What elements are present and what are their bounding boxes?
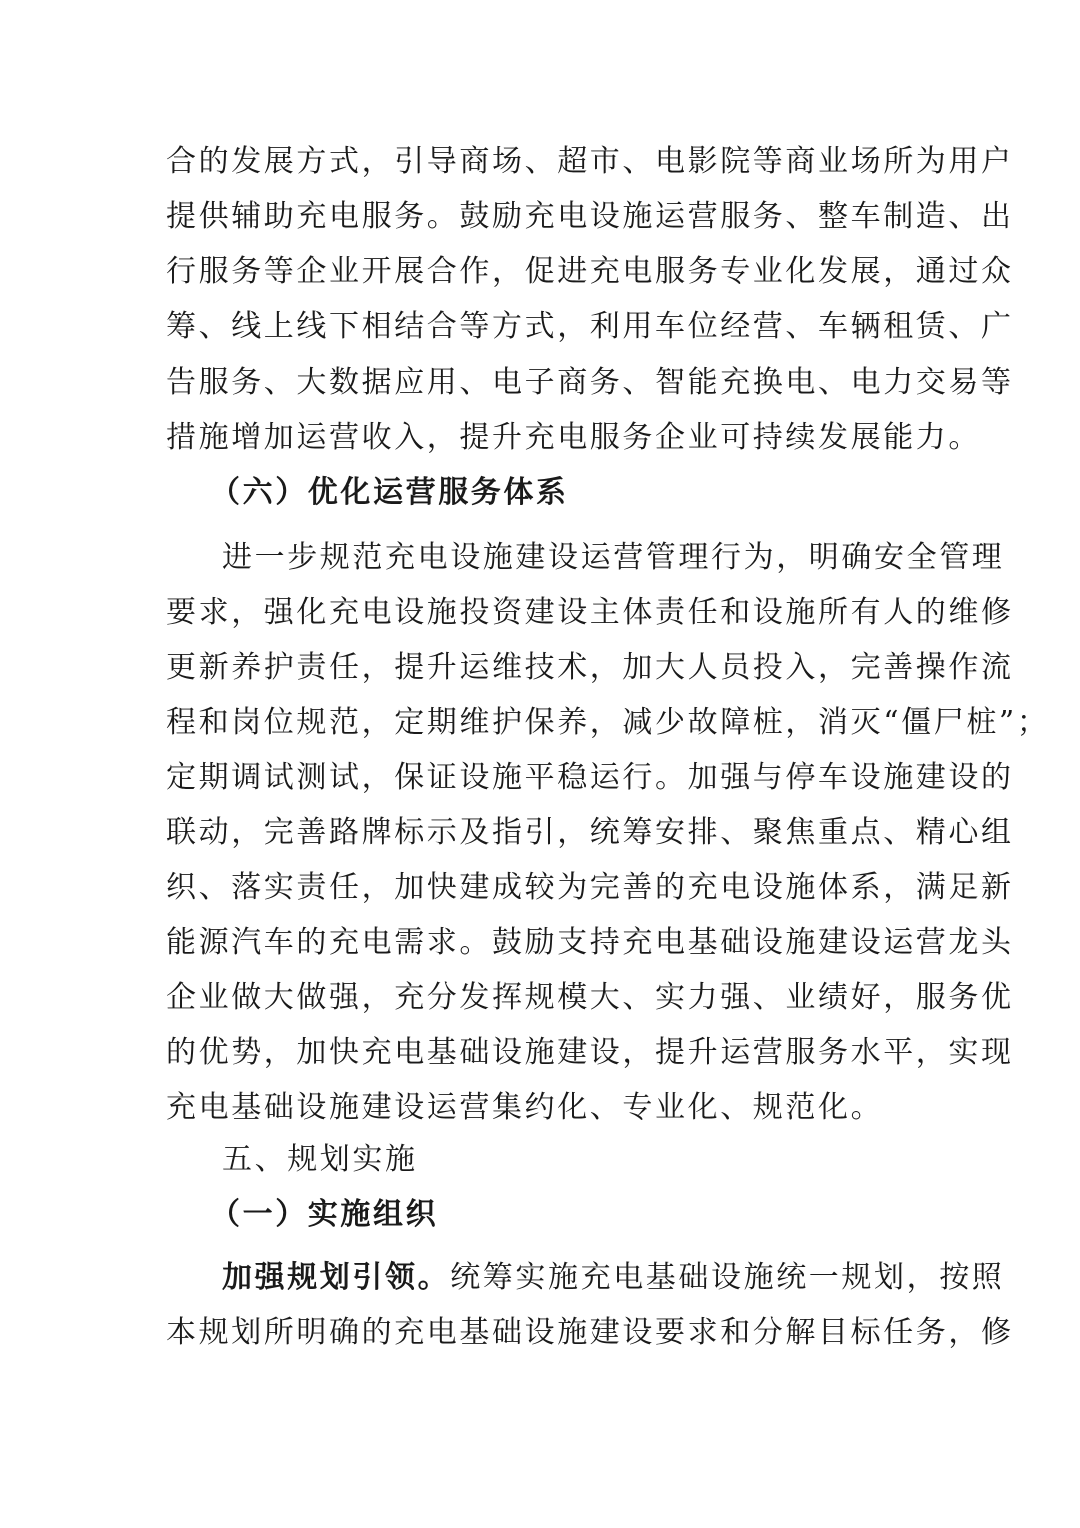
paragraph-line: 联动，完善路牌标示及指引，统筹安排、聚焦重点、精心组 bbox=[166, 815, 1014, 850]
paragraph-line: 本规划所明确的充电基础设施建设要求和分解目标任务，修 bbox=[166, 1315, 1014, 1350]
paragraph-line: 能源汽车的充电需求。鼓励支持充电基础设施建设运营龙头 bbox=[166, 925, 1014, 960]
chapter-heading: 五、规划实施 bbox=[222, 1142, 418, 1177]
paragraph-line: 程和岗位规范，定期维护保养，减少故障桩，消灭“僵尸桩”； bbox=[166, 705, 1050, 740]
paragraph-line: 筹、线上线下相结合等方式，利用车位经营、车辆租赁、广 bbox=[166, 309, 1014, 344]
paragraph-line: 织、落实责任，加快建成较为完善的充电设施体系，满足新 bbox=[166, 870, 1014, 905]
paragraph-line: 要求，强化充电设施投资建设主体责任和设施所有人的维修 bbox=[166, 595, 1014, 630]
paragraph-line: 措施增加运营收入，提升充电服务企业可持续发展能力。 bbox=[166, 420, 981, 455]
paragraph-line: 提供辅助充电服务。鼓励充电设施运营服务、整车制造、出 bbox=[166, 199, 1014, 234]
paragraph-line: 合的发展方式，引导商场、超市、电影院等商业场所为用户 bbox=[166, 144, 1014, 179]
paragraph-line: 充电基础设施建设运营集约化、专业化、规范化。 bbox=[166, 1090, 884, 1125]
paragraph-line: 的优势，加快充电基础设施建设，提升运营服务水平，实现 bbox=[166, 1035, 1014, 1070]
paragraph-line: 企业做大做强，充分发挥规模大、实力强、业绩好，服务优 bbox=[166, 980, 1014, 1015]
paragraph-line: 告服务、大数据应用、电子商务、智能充换电、电力交易等 bbox=[166, 365, 1014, 400]
paragraph-line: 进一步规范充电设施建设运营管理行为，明确安全管理 bbox=[222, 540, 1005, 575]
paragraph-line: 定期调试测试，保证设施平稳运行。加强与停车设施建设的 bbox=[166, 760, 1014, 795]
paragraph-line bbox=[222, 1258, 1005, 1298]
section-heading: （六）优化运营服务体系 bbox=[210, 475, 569, 510]
paragraph-line: 行服务等企业开展合作，促进充电服务专业化发展，通过众 bbox=[166, 254, 1014, 289]
lead-continuation: 统筹实施充电基础设施统一规划，按照 bbox=[450, 1260, 1005, 1295]
subsection-heading: （一）实施组织 bbox=[210, 1197, 439, 1232]
lead-phrase: 加强规划引领。 bbox=[222, 1260, 451, 1295]
paragraph-line: 更新养护责任，提升运维技术，加大人员投入，完善操作流 bbox=[166, 650, 1014, 685]
